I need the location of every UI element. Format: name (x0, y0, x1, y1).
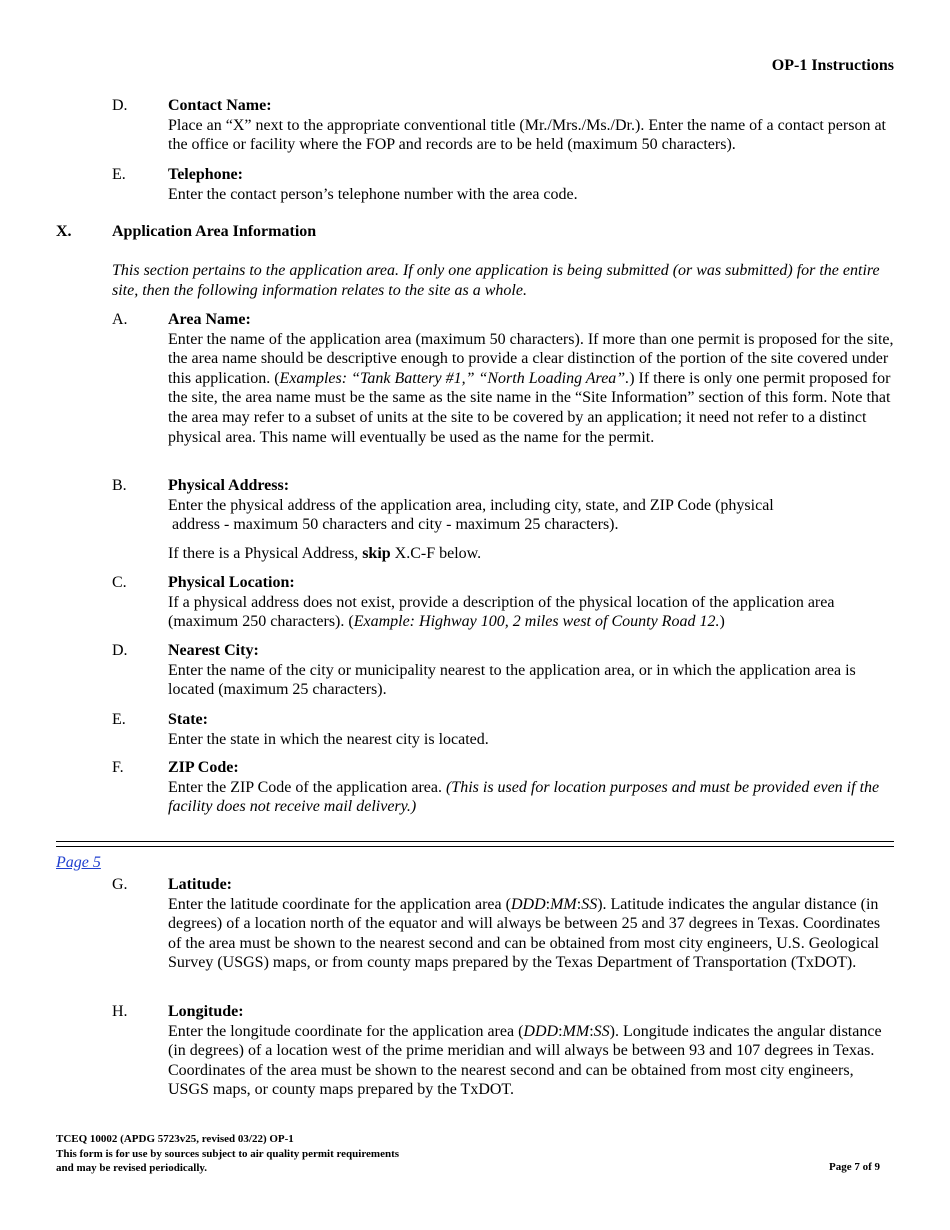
item-physical-address (112, 476, 894, 535)
section-title: Application Area Information (112, 223, 317, 240)
item-text: Enter the latitude coordinate for the application area (DDD:MM:SS). Latitude indicates the angular distance (in degrees) of a location north of the equator and will always be between 25 and 37 degrees in Texas. Coordinates of the area must be shown to the nearest second and can be obtained from most city engineers, U.S. Geological Survey (USGS) maps, or from county maps prepared by the Texas Department of Transportation (TxDOT). (168, 895, 881, 972)
item-text: Enter the name of the city or municipality nearest to the application area, or in which the application area is located (maximum 25 characters). (168, 661, 856, 699)
item-longitude (112, 1002, 894, 1100)
form-footer (56, 1132, 399, 1176)
item-area-name (112, 310, 894, 447)
page-divider (56, 841, 894, 847)
item-physical-location (112, 573, 894, 632)
item-text: Enter the state in which the nearest city is located. (168, 730, 489, 748)
item-letter: E. (112, 711, 126, 728)
item-title: Telephone: (168, 166, 243, 183)
item-letter: D. (112, 642, 128, 659)
item-letter: H. (112, 1003, 128, 1020)
item-text: Enter the physical address of the application area, including city, state, and ZIP Code (physical address - maximum 50 characters and city - maximum 25 characters). (168, 496, 774, 534)
section-number: X. (56, 223, 72, 240)
item-text: Enter the ZIP Code of the application area. (This is used for location purposes and must be provided even if the facility does not receive mail delivery.) (168, 778, 880, 816)
footer-line-3: and may be revised periodically. (56, 1162, 208, 1174)
item-text: If a physical address does not exist, provide a description of the physical location of the application area (maximum 250 characters). (Example: Highway 100, 2 miles west of County Road 12.) (168, 593, 835, 631)
item-letter: A. (112, 311, 128, 328)
item-zip-code (112, 758, 894, 817)
item-title: State: (168, 711, 208, 728)
item-letter: D. (112, 97, 128, 114)
item-state (112, 710, 894, 749)
item-text: Enter the name of the application area (maximum 50 characters). If more than one permit is proposed for the site, the area name should be descriptive enough to provide a clear distinction of the portion of the site covered under this application. (Examples: “Tank Battery #1,” “North Loading Area”.) If there is only one permit proposed for the site, the area name must be the same as the site name in the “Site Information” section of this form. Note that the area may refer to a subset of units at the site to be covered by an application; it need not refer to a distinct physical area. This name will eventually be used as the name for the permit. (168, 330, 894, 446)
item-title: Nearest City: (168, 642, 259, 659)
item-nearest-city (112, 641, 894, 700)
footer-line-1: TCEQ 10002 (APDG 5723v25, revised 03/22) OP-1 (56, 1133, 294, 1145)
item-letter: F. (112, 759, 124, 776)
item-title: ZIP Code: (168, 759, 239, 776)
item-title: Physical Location: (168, 574, 295, 591)
item-title: Area Name: (168, 311, 251, 328)
section-intro: This section pertains to the application area. If only one application is being submitted (or was submitted) for the entire site, then the following information relates to the site as a whole. (112, 262, 880, 299)
item-letter: C. (112, 574, 127, 591)
item-letter: G. (112, 876, 128, 893)
item-latitude (112, 875, 894, 973)
item-contact-name (112, 96, 894, 155)
item-letter: E. (112, 166, 126, 183)
item-title: Latitude: (168, 876, 232, 893)
item-text: Enter the contact person’s telephone number with the area code. (168, 185, 578, 203)
item-text: Enter the longitude coordinate for the application area (DDD:MM:SS). Longitude indicates the angular distance (in degrees) of a location west of the prime meridian and will always be between 93 and 107 degrees in Texas. Coordinates of the area must be shown to the nearest second and can be obtained from most city engineers, USGS maps, or county maps prepared by the TxDOT. (168, 1022, 882, 1099)
item-title: Contact Name: (168, 97, 272, 114)
item-title: Physical Address: (168, 477, 290, 494)
item-telephone (112, 165, 894, 204)
page-5-link[interactable]: Page 5 (56, 854, 101, 871)
item-title: Longitude: (168, 1003, 244, 1020)
item-text: Place an “X” next to the appropriate conventional title (Mr./Mrs./Ms./Dr.). Enter the name of a contact person at the office or facility where the FOP and records are to be held (maximum 50 characters). (168, 116, 886, 154)
skip-note: If there is a Physical Address, skip X.C-F below. (168, 545, 482, 562)
item-letter: B. (112, 477, 127, 494)
footer-line-2: This form is for use by sources subject to air quality permit requirements (56, 1147, 400, 1160)
page-number: Page 7 of 9 (828, 1161, 880, 1173)
page-header-title: OP-1 Instructions (771, 57, 894, 74)
